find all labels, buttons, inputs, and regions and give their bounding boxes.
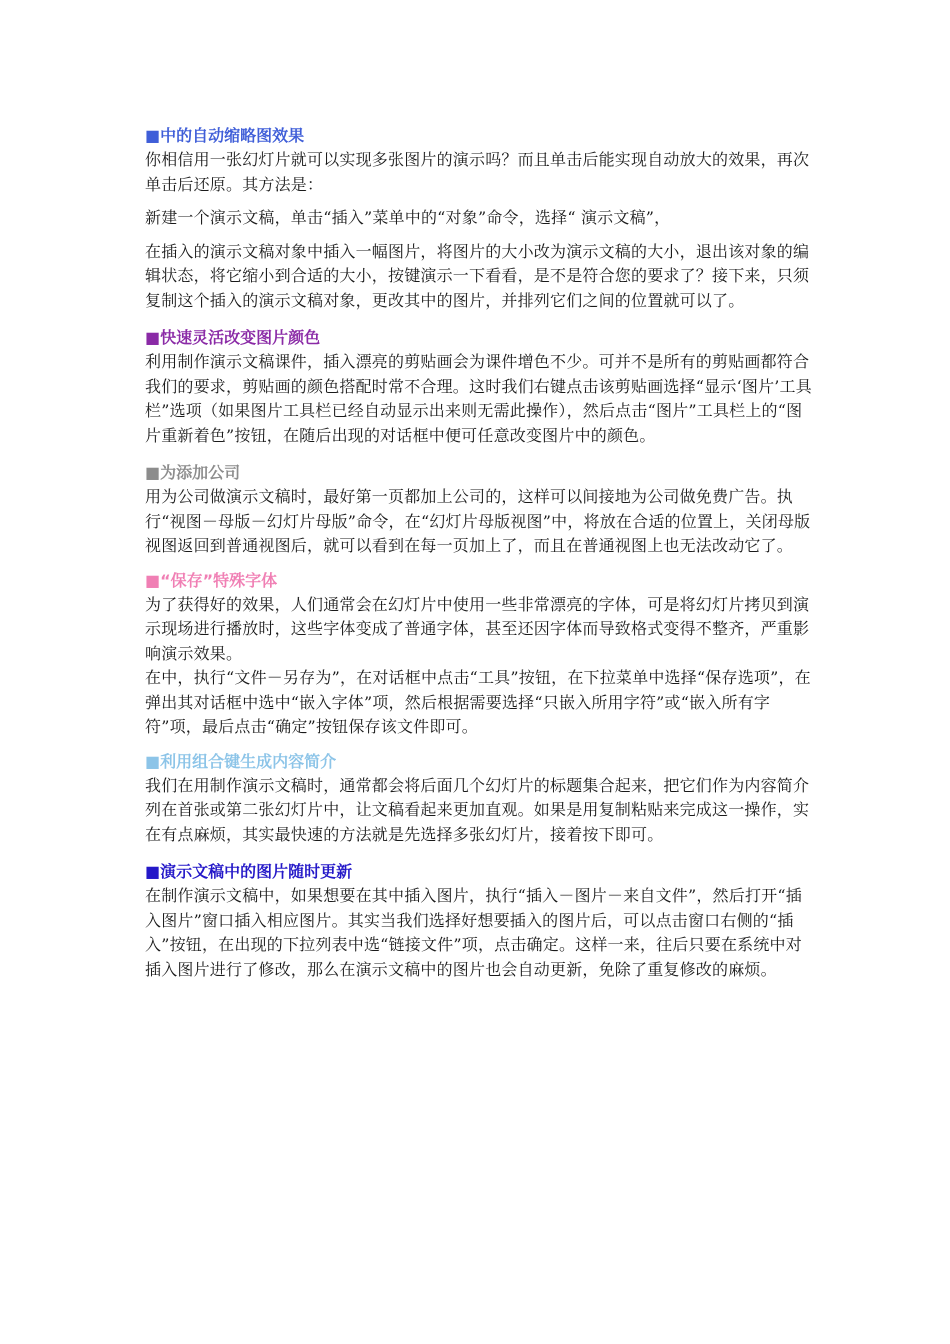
paragraph: 用为公司做演示文稿时，最好第一页都加上公司的，这样可以间接地为公司做免费广告。执行“视图－母版－幻灯片母版”命令，在“幻灯片母版视图”中，将放在合适的位置上，关闭母版视图返回到普通视图后，就可以看到在每一页加上了，而且在普通视图上也无法改动它了。: [145, 487, 811, 555]
paragraph: 你相信用一张幻灯片就可以实现多张图片的演示吗？而且单击后能实现自动放大的效果，再次单击后还原。其方法是：: [145, 150, 810, 194]
paragraph: 新建一个演示文稿，单击“插入”菜单中的“对象”命令，选择“ 演示文稿”，: [145, 208, 671, 227]
section-auto-thumbnail: [145, 124, 815, 313]
section-summary-shortcut: [145, 750, 815, 848]
section-save-fonts: [145, 569, 815, 740]
section-recolor-picture: [145, 326, 815, 448]
section-heading: ■中的自动缩略图效果: [145, 126, 305, 145]
paragraph: 利用制作演示文稿课件，插入漂亮的剪贴画会为课件增色不少。可并不是所有的剪贴画都符合我们的要求，剪贴画的颜色搭配时常不合理。这时我们右键点击该剪贴画选择“显示‘图片’工具栏”选项（如果图片工具栏已经自动显示出来则无需此操作），然后点击“图片”工具栏上的“图片重新着色”按钮，在随后出现的对话框中便可任意改变图片中的颜色。: [145, 352, 812, 445]
paragraph: 在插入的演示文稿对象中插入一幅图片，将图片的大小改为演示文稿的大小，退出该对象的编辑状态，将它缩小到合适的大小，按键演示一下看看，是不是符合您的要求了？接下来，只须复制这个插入的演示文稿对象，更改其中的图片，并排列它们之间的位置就可以了。: [145, 241, 810, 310]
section-heading: ■利用组合键生成内容简介: [145, 751, 337, 771]
section-heading: ■为添加公司: [145, 463, 241, 482]
paragraph: 在制作演示文稿中，如果想要在其中插入图片，执行“插入－图片－来自文件”，然后打开“插入图片”窗口插入相应图片。其实当我们选择好想要插入的图片后，可以点击窗口右侧的“插入”按钮，在出现的下拉列表中选“链接文件”项，点击确定。这样一来，往后只要在系统中对插入图片进行了修改，那么在演示文稿中的图片也会自动更新，免除了重复修改的麻烦。: [145, 886, 802, 979]
document-page: [145, 124, 815, 982]
section-heading: ■演示文稿中的图片随时更新: [145, 862, 353, 881]
paragraph: 为了获得好的效果，人们通常会在幻灯片中使用一些非常漂亮的字体，可是将幻灯片拷贝到演示现场进行播放时，这些字体变成了普通字体，甚至还因字体而导致格式变得不整齐，严重影响演示效果。: [145, 594, 810, 663]
section-add-company-logo: [145, 461, 815, 559]
section-linked-pictures: [145, 860, 815, 982]
paragraph: 我们在用制作演示文稿时，通常都会将后面几个幻灯片的标题集合起来，把它们作为内容简介列在首张或第二张幻灯片中，让文稿看起来更加直观。如果是用复制粘贴来完成这一操作，实在有点麻烦，其实最快速的方法就是先选择多张幻灯片，接着按下即可。: [145, 775, 810, 844]
section-heading: ■“保存”特殊字体: [145, 570, 278, 590]
paragraph: 在中，执行“文件－另存为”，在对话框中点击“工具”按钮，在下拉菜单中选择“保存选项”，在弹出其对话框中选中“嵌入字体”项，然后根据需要选择“只嵌入所用字符”或“嵌入所有字符”项，最后点击“确定”按钮保存该文件即可。: [145, 668, 811, 736]
section-heading: ■快速灵活改变图片颜色: [145, 328, 321, 347]
